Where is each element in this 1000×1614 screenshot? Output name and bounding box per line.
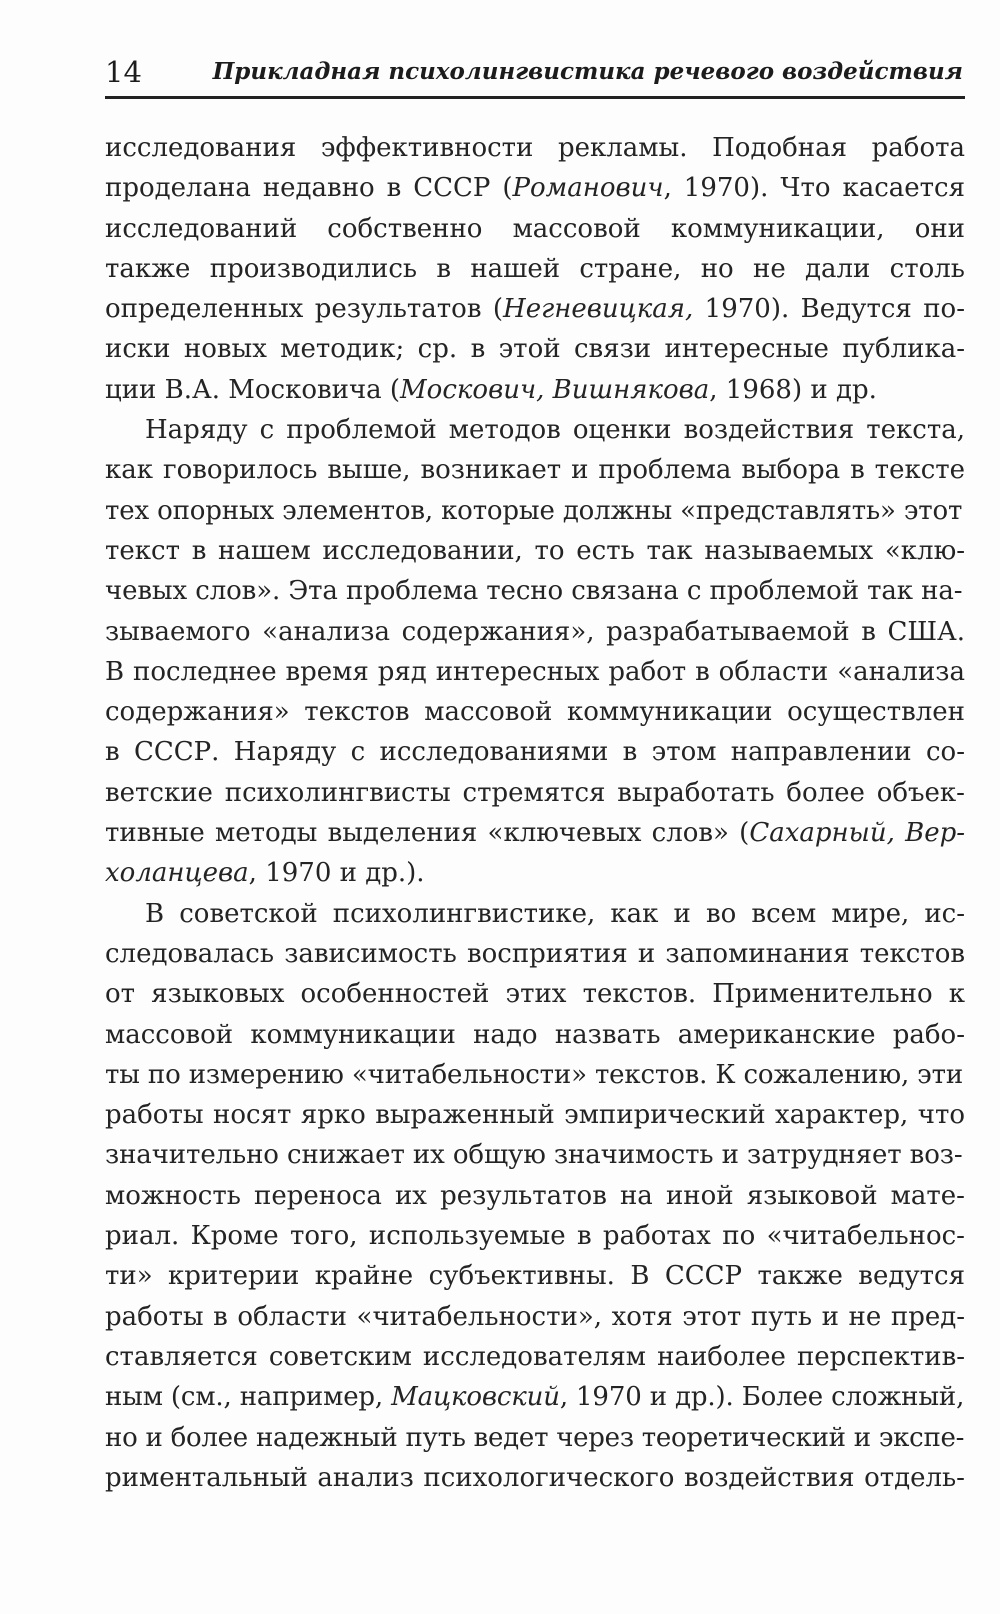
text-run: в СССР. Наряду с исследованиями в этом направлении со-	[105, 737, 965, 768]
text-line	[105, 853, 965, 893]
text-run: значительно снижает их общую значимость и затрудняет воз-	[105, 1140, 963, 1171]
text-line	[105, 1176, 965, 1216]
text-line	[105, 934, 965, 974]
text-line	[105, 329, 965, 369]
text-run: , 1968) и др.	[709, 374, 877, 405]
text-run: определенных результатов (	[105, 294, 504, 325]
text-line	[105, 732, 965, 772]
text-run: , 1970). Что касается	[663, 173, 965, 204]
text-line	[105, 1216, 965, 1256]
italic-citation: Романович	[512, 173, 664, 204]
text-line	[105, 531, 965, 571]
text-run: чевых слов». Эта проблема тесно связана с проблемой так на-	[105, 576, 963, 607]
text-line	[105, 209, 965, 249]
text-line	[105, 410, 965, 450]
text-run: ты по измерению «читабельности» текстов. К сожалению, эти	[105, 1059, 964, 1090]
text-line	[105, 974, 965, 1014]
text-run: иски новых методик; ср. в этой связи интересные публика-	[105, 334, 965, 365]
text-run: ным (см., например,	[105, 1382, 392, 1413]
text-run: от языковых особенностей этих текстов. Применительно к	[105, 979, 966, 1010]
text-run: , 1970 и др.). Более сложный,	[559, 1382, 965, 1413]
text-line	[105, 1015, 965, 1055]
text-run: как говорилось выше, возникает и проблема выбора в тексте	[105, 455, 966, 486]
paragraph	[105, 410, 965, 894]
text-run: зываемого «анализа содержания», разрабатываемой в США.	[105, 616, 965, 647]
text-run: текст в нашем исследовании, то есть так называемых «клю-	[105, 535, 965, 566]
text-line	[105, 894, 965, 934]
text-line	[105, 1297, 965, 1337]
text-line	[105, 249, 965, 289]
text-line	[105, 1418, 965, 1458]
text-run: но и более надежный путь ведет через теоретический и экспе-	[105, 1422, 965, 1453]
text-run: работы в области «читабельности», хотя этот путь и не пред-	[105, 1301, 966, 1332]
text-line	[105, 450, 965, 490]
text-run: ции В.А. Московича (	[105, 374, 401, 405]
text-line	[105, 813, 965, 853]
page-header	[105, 54, 963, 100]
text-line	[105, 692, 965, 732]
italic-citation: Негневицкая,	[503, 294, 694, 325]
text-line	[105, 1256, 965, 1296]
text-line	[105, 612, 965, 652]
text-line	[105, 370, 965, 410]
text-run: исследований собственно массовой коммуникации, они	[105, 213, 966, 244]
text-line	[105, 571, 965, 611]
text-run: ти» критерии крайне субъективны. В СССР также ведутся	[105, 1261, 965, 1292]
italic-citation: холанцева	[105, 858, 249, 889]
text-run: Наряду с проблемой методов оценки воздействия текста,	[145, 415, 965, 446]
paragraph	[105, 894, 965, 1498]
text-line	[105, 652, 965, 692]
text-run: ставляется советским исследователям наиболее перспектив-	[105, 1341, 965, 1372]
text-run: , 1970 и др.).	[248, 858, 425, 889]
text-run: риал. Кроме того, используемые в работах по «читабельнос-	[105, 1221, 965, 1252]
text-run: тивные методы выделения «ключевых слов» (	[105, 818, 750, 849]
text-run: ветские психолингвисты стремятся выработать более объек-	[105, 777, 965, 808]
page-number: 14	[105, 55, 142, 89]
text-run: массовой коммуникации надо назвать американские рабо-	[105, 1019, 965, 1050]
text-run: также производились в нашей стране, но не дали столь	[105, 253, 965, 284]
text-run: следовалась зависимость восприятия и запоминания текстов	[105, 938, 966, 969]
text-line	[105, 1377, 965, 1417]
text-line	[105, 1095, 965, 1135]
text-run: В советской психолингвистике, как и во всем мире, ис-	[145, 898, 966, 929]
italic-citation: Москович, Вишнякова	[400, 374, 710, 405]
text-line	[105, 1055, 965, 1095]
italic-citation: Мацковский	[391, 1382, 560, 1413]
text-run: риментальный анализ психологического воздействия отдель-	[105, 1462, 965, 1493]
text-line	[105, 773, 965, 813]
text-run: исследования эффективности рекламы. Подобная работа	[105, 133, 965, 163]
text-line	[105, 289, 965, 329]
text-line	[105, 1458, 965, 1498]
text-run: 1970). Ведутся по-	[693, 294, 965, 325]
italic-citation: Сахарный, Вер-	[749, 818, 966, 849]
text-line	[105, 1337, 965, 1377]
paragraph	[105, 128, 965, 410]
text-run: В последнее время ряд интересных работ в области «анализа	[105, 656, 965, 687]
text-line	[105, 1135, 965, 1175]
text-line	[105, 168, 965, 208]
body-text	[105, 128, 965, 1498]
text-run: работы носят ярко выраженный эмпирический характер, что	[105, 1100, 965, 1131]
running-title: Прикладная психолингвистика речевого воздействия	[212, 58, 963, 85]
text-run: можность переноса их результатов на иной языковой мате-	[105, 1180, 965, 1211]
text-run: проделана недавно в СССР (	[105, 173, 513, 204]
text-run: содержания» текстов массовой коммуникации осуществлен	[105, 697, 965, 728]
header-divider	[105, 96, 965, 99]
text-run: тех опорных элементов, которые должны «представлять» этот	[105, 495, 963, 526]
text-line	[105, 128, 965, 168]
text-line	[105, 491, 965, 531]
